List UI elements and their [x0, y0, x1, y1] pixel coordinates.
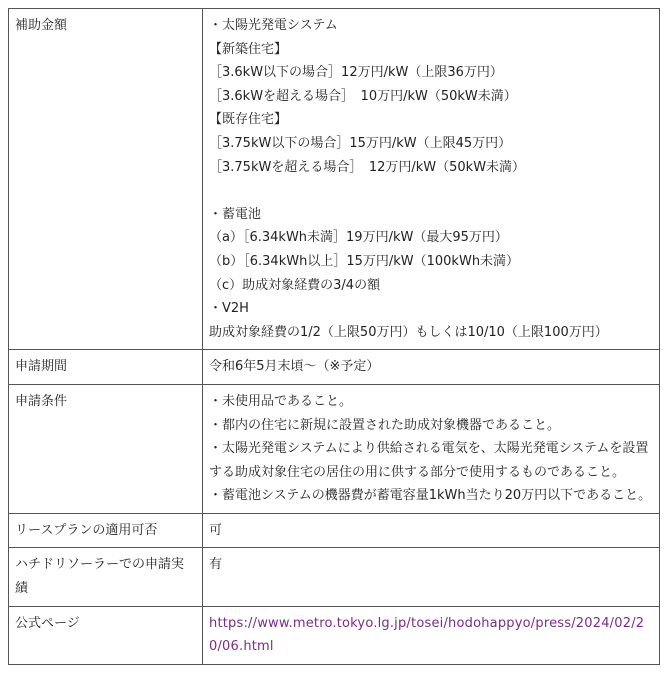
condition-line: ・太陽光発電システムにより供給される電気を、太陽光発電システムを設置する助成対象住宅の居住の用に供する部分で使用するものであること。 — [209, 441, 649, 480]
amount-line: ［3.6kWを超える場合］ 10万円/kW（50kW未満） — [209, 88, 517, 104]
official-page-link[interactable]: https://www.metro.tokyo.lg.jp/tosei/hodohappyo/press/2024/02/20/06.html — [209, 615, 645, 655]
amount-line: （a）［6.34kWh未満］19万円/kW（最大95万円） — [209, 230, 508, 246]
condition-line: ・都内の住宅に新規に設置された助成対象機器であること。 — [209, 417, 561, 433]
table-row-lease — [9, 513, 660, 548]
row-value-period — [203, 350, 660, 385]
row-label-amount: 補助金額 — [9, 9, 203, 350]
table-row-official-page — [9, 606, 660, 664]
amount-line: 【既存住宅】 — [209, 112, 288, 128]
row-label-official-page: 公式ページ — [9, 606, 203, 664]
amount-line: ［3.75kWを超える場合］ 12万円/kW（50kW未満） — [209, 159, 526, 175]
lease-value: 可 — [209, 522, 223, 538]
table-row-track-record — [9, 548, 660, 606]
row-value-lease — [203, 513, 660, 548]
row-label-conditions: 申請条件 — [9, 384, 203, 513]
amount-line: ［3.6kW以下の場合］12万円/kW（上限36万円） — [209, 65, 503, 81]
amount-line: （b）［6.34kWh以上］15万円/kW（100kWh未満） — [209, 253, 520, 269]
table-row-amount — [9, 9, 660, 350]
amount-line: 【新築住宅】 — [209, 41, 288, 57]
table-row-conditions — [9, 384, 660, 513]
amount-line: （c）助成対象経費の3/4の額 — [209, 277, 381, 293]
subsidy-info-table — [8, 8, 660, 665]
amount-line: ・蓄電池 — [209, 206, 262, 222]
condition-line: ・未使用品であること。 — [209, 393, 353, 409]
amount-line: ［3.75kW以下の場合］15万円/kW（上限45万円） — [209, 135, 512, 151]
row-value-track-record — [203, 548, 660, 606]
amount-line: ・V2H — [209, 301, 249, 317]
table-row-period — [9, 350, 660, 385]
row-label-period: 申請期間 — [9, 350, 203, 385]
condition-line: ・蓄電池システムの機器費が蓄電容量1kWh当たり20万円以下であること。 — [209, 488, 652, 504]
row-value-amount — [203, 9, 660, 350]
amount-line: ・太陽光発電システム — [209, 18, 338, 33]
row-label-lease: リースプランの適用可否 — [9, 513, 203, 548]
row-value-official-page — [203, 606, 660, 664]
row-label-track-record: ハチドリソーラーでの申請実績 — [9, 548, 203, 606]
period-line: 令和6年5月末頃～（※予定） — [209, 359, 380, 375]
amount-blank-line — [209, 179, 653, 203]
row-value-conditions — [203, 384, 660, 513]
track-record-value: 有 — [209, 557, 223, 573]
amount-line: 助成対象経費の1/2（上限50万円）もしくは10/10（上限100万円） — [209, 324, 608, 340]
